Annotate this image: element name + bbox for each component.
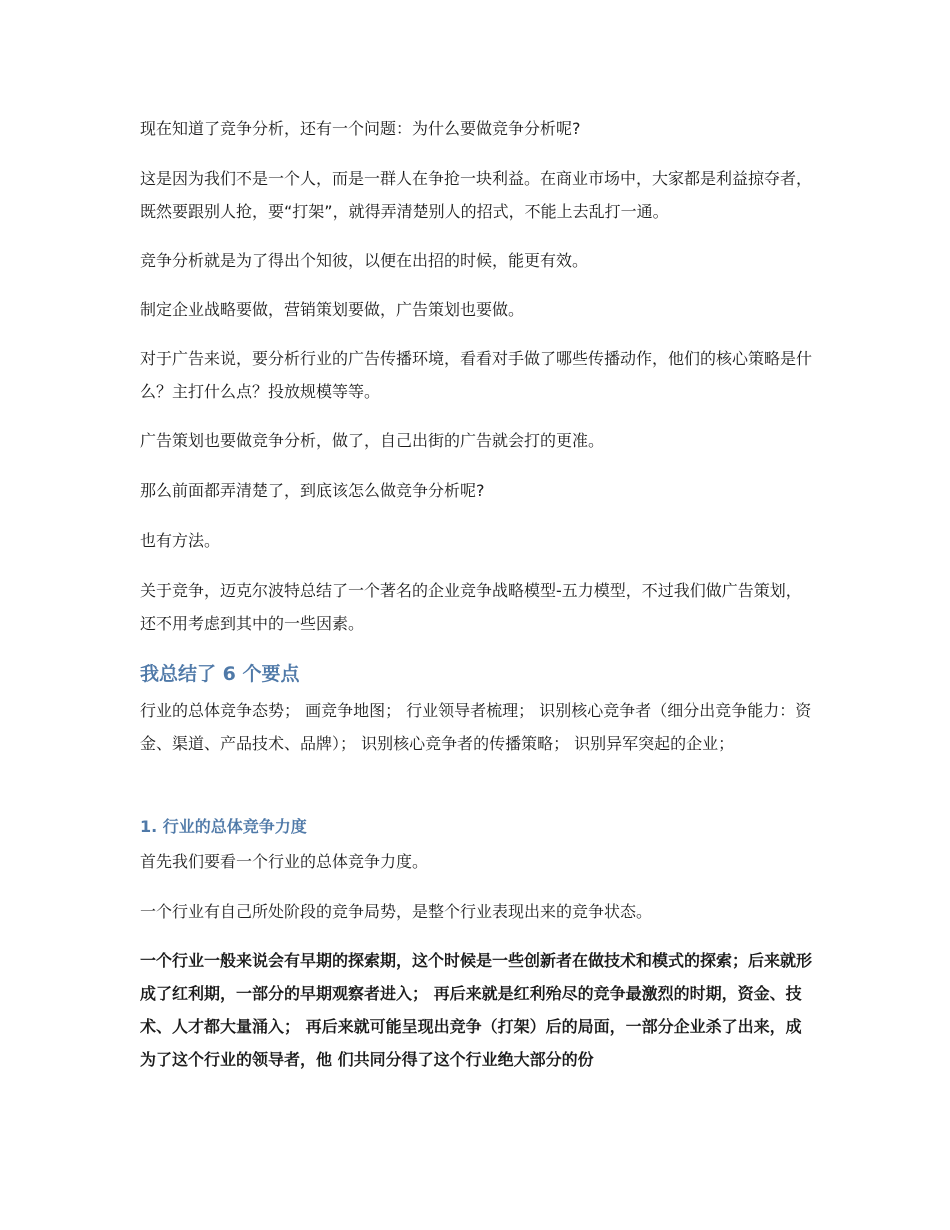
paragraph-six-points-summary: 行业的总体竞争态势； 画竞争地图； 行业领导者梳理； 识别核心竞争者（细分出竞争能力：资金、渠道、产品技术、品牌）； 识别核心竞争者的传播策略； 识别异军突起的企业；	[140, 701, 812, 753]
paragraph-ad-environment: 对于广告来说，要分析行业的广告传播环境，看看对手做了哪些传播动作，他们的核心策略是什么？主打什么点？投放规模等等。	[140, 349, 813, 401]
paragraph-how-to: 那么前面都弄清楚了，到底该怎么做竞争分析呢?	[140, 481, 485, 500]
paragraph-industry-stages: 一个行业一般来说会有早期的探索期，这个时候是一些创新者在做技术和模式的探索；后来就形成了红利期，一部分的早期观察者进入； 再后来就是红利殆尽的竞争最激烈的时期，资金、技术、人才都大量涌入； 再后来就可能呈现出竞争（打架）后的局面，一部分企业杀了出来，成为了这个行业的领导者，他 们共同分得了这个行业绝大部分的份	[140, 951, 813, 1069]
paragraph-why-competition: 现在知道了竞争分析，还有一个问题：为什么要做竞争分析呢?	[140, 119, 581, 138]
paragraph-strategy-required: 制定企业战略要做，营销策划要做，广告策划也要做。	[140, 300, 525, 319]
paragraph-five-forces: 关于竞争，迈克尔波特总结了一个著名的企业竞争战略模型-五力模型，不过我们做广告策划，还不用考虑到其中的一些因素。	[140, 581, 802, 633]
paragraph-industry-intensity: 首先我们要看一个行业的总体竞争力度。	[140, 852, 429, 871]
paragraph-ad-planning: 广告策划也要做竞争分析，做了，自己出街的广告就会打的更准。	[140, 431, 605, 450]
paragraph-market-competitors: 这是因为我们不是一个人，而是一群人在争抢一块利益。在商业市场中，大家都是利益掠夺者，既然要跟别人抢，要“打架”，就得弄清楚别人的招式，不能上去乱打一通。	[140, 169, 813, 221]
section-heading-six-points: 我总结了 6 个要点	[140, 663, 300, 685]
paragraph-method: 也有方法。	[140, 531, 221, 550]
subsection-heading-competition-intensity: 1. 行业的总体竞争力度	[140, 817, 307, 836]
paragraph-industry-state: 一个行业有自己所处阶段的竞争局势，是整个行业表现出来的竞争状态。	[140, 902, 653, 921]
paragraph-know-enemy: 竞争分析就是为了得出个知彼，以便在出招的时候，能更有效。	[140, 251, 589, 270]
